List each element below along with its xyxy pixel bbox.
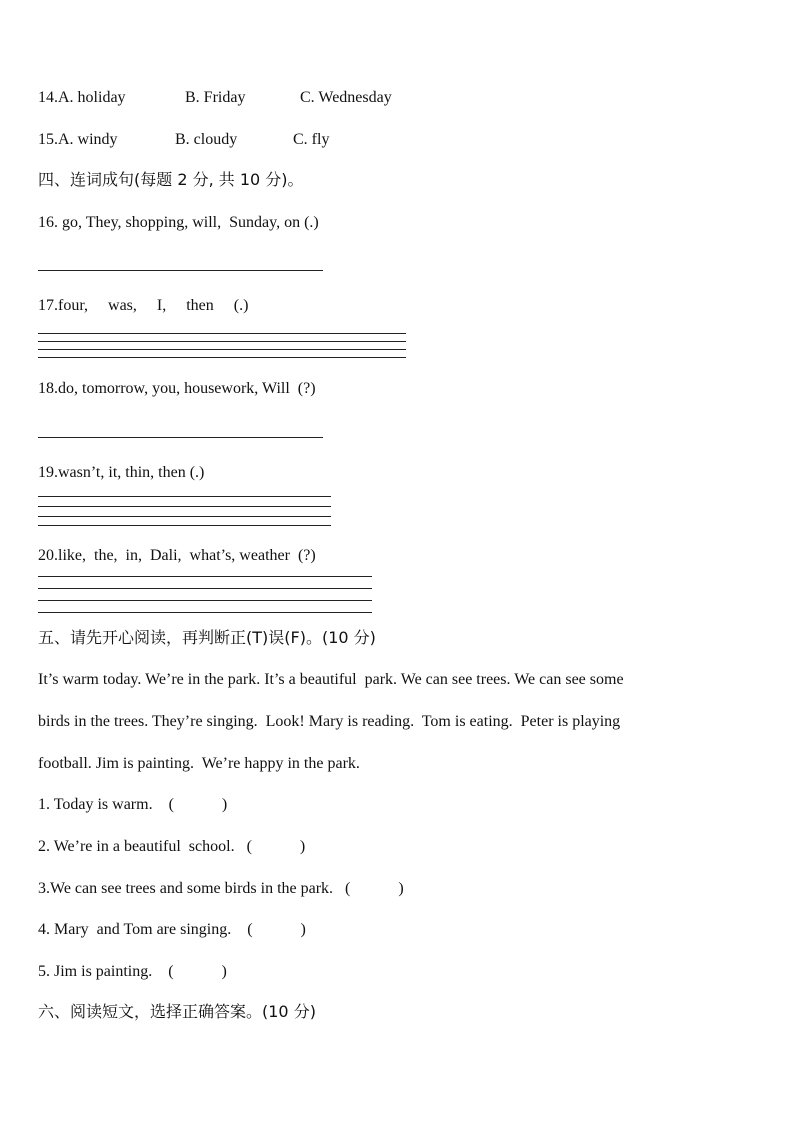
answer-line-17-1[interactable] — [38, 333, 406, 334]
question-20: 20.like, the, in, Dali, what’s, weather (?) — [38, 547, 316, 564]
q15-option-a: 15.A. windy — [38, 131, 118, 148]
answer-line-20-4[interactable] — [38, 612, 372, 613]
tf-item-5: 5. Jim is painting. ( ) — [38, 963, 227, 980]
answer-line-18[interactable] — [38, 437, 323, 438]
answer-line-19-2[interactable] — [38, 506, 331, 507]
answer-line-20-1[interactable] — [38, 576, 372, 577]
section-4-title: 四、连词成句(每题 2 分, 共 10 分)。 — [38, 170, 304, 189]
answer-line-17-3[interactable] — [38, 349, 406, 350]
answer-line-20-3[interactable] — [38, 600, 372, 601]
question-17: 17.four, was, I, then (.) — [38, 297, 249, 314]
answer-line-17-2[interactable] — [38, 341, 406, 342]
tf-item-1: 1. Today is warm. ( ) — [38, 796, 228, 813]
passage-line-2: birds in the trees. They’re singing. Look! Mary is reading. Tom is eating. Peter is playing — [38, 713, 621, 730]
q15-option-c: C. fly — [293, 131, 330, 148]
passage-line-1: It’s warm today. We’re in the park. It’s a beautiful park. We can see trees. We can see some — [38, 671, 624, 688]
section-5-title: 五、请先开心阅读，再判断正(T)误(F)。(10 分) — [38, 628, 376, 647]
passage-line-3: football. Jim is painting. We’re happy in the park. — [38, 755, 360, 772]
answer-line-16[interactable] — [38, 270, 323, 271]
section-6-title: 六、阅读短文，选择正确答案。(10 分) — [38, 1002, 316, 1021]
q14-option-a: 14.A. holiday — [38, 89, 126, 106]
answer-line-17-4[interactable] — [38, 357, 406, 358]
q14-option-b: B. Friday — [185, 89, 246, 106]
tf-item-2: 2. We’re in a beautiful school. ( ) — [38, 838, 306, 855]
tf-item-4: 4. Mary and Tom are singing. ( ) — [38, 921, 306, 938]
answer-line-19-4[interactable] — [38, 525, 331, 526]
question-18: 18.do, tomorrow, you, housework, Will (?) — [38, 380, 316, 397]
answer-line-19-3[interactable] — [38, 516, 331, 517]
q14-option-c: C. Wednesday — [300, 89, 392, 106]
q15-option-b: B. cloudy — [175, 131, 238, 148]
answer-line-19-1[interactable] — [38, 496, 331, 497]
tf-item-3: 3.We can see trees and some birds in the park. ( ) — [38, 880, 404, 897]
question-16: 16. go, They, shopping, will, Sunday, on (.) — [38, 214, 319, 231]
question-19: 19.wasn’t, it, thin, then (.) — [38, 464, 205, 481]
answer-line-20-2[interactable] — [38, 588, 372, 589]
